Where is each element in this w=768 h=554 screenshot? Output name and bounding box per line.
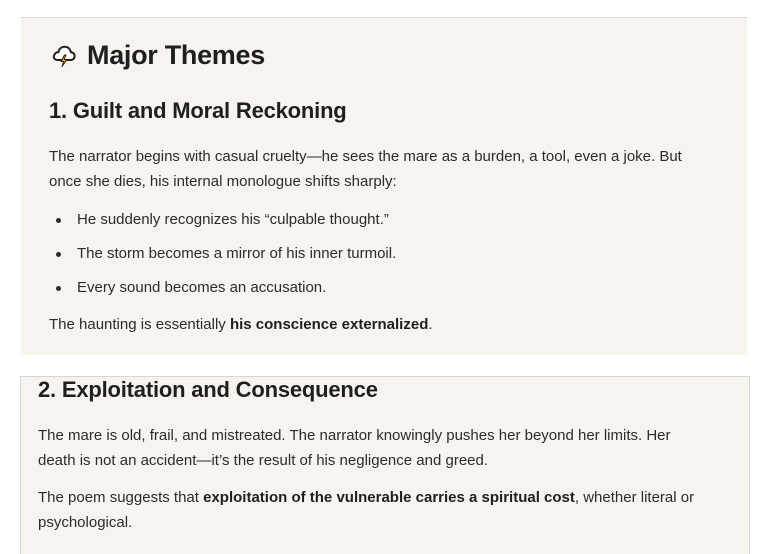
section1-bullet-list bbox=[51, 203, 396, 305]
storm-cloud-lightning-icon bbox=[51, 42, 77, 68]
section2-para2-emphasis: exploitation of the vulnerable carries a spiritual cost bbox=[203, 489, 575, 506]
section2-para2-line2: psychological. bbox=[38, 514, 133, 531]
section1-conclusion bbox=[49, 312, 433, 337]
section2-para2 bbox=[38, 485, 694, 535]
list-item: Every sound becomes an accusation. bbox=[51, 271, 396, 305]
page-title-text: Major Themes bbox=[87, 39, 265, 70]
section2-para1 bbox=[38, 423, 671, 473]
section2-para1-line2: death is not an accident—it’s the result of his negligence and greed. bbox=[38, 452, 489, 469]
section1-intro-line1: The narrator begins with casual cruelty—he sees the mare as a burden, a tool, even a joke. But bbox=[49, 148, 682, 165]
section1-intro-line2: once she dies, his internal monologue shifts sharply: bbox=[49, 173, 397, 190]
section1-intro bbox=[49, 144, 682, 194]
section2-para2-suffix: , whether literal or bbox=[574, 489, 695, 506]
list-item: He suddenly recognizes his “culpable thought.” bbox=[51, 203, 396, 237]
section1-conclusion-suffix: . bbox=[428, 316, 433, 333]
section2-para2-line1 bbox=[38, 485, 694, 510]
section2-para1-line1: The mare is old, frail, and mistreated. The narrator knowingly pushes her beyond her limits. Her bbox=[38, 427, 671, 444]
section2-para2-prefix: The poem suggests that bbox=[38, 489, 204, 506]
list-item: The storm becomes a mirror of his inner turmoil. bbox=[51, 237, 396, 271]
page-title bbox=[51, 38, 265, 72]
section-heading-guilt: 1. Guilt and Moral Reckoning bbox=[49, 98, 347, 123]
section-heading-exploitation: 2. Exploitation and Consequence bbox=[38, 377, 378, 402]
section1-conclusion-prefix: The haunting is essentially bbox=[49, 316, 230, 333]
section1-conclusion-emphasis: his conscience externalized bbox=[229, 316, 429, 333]
